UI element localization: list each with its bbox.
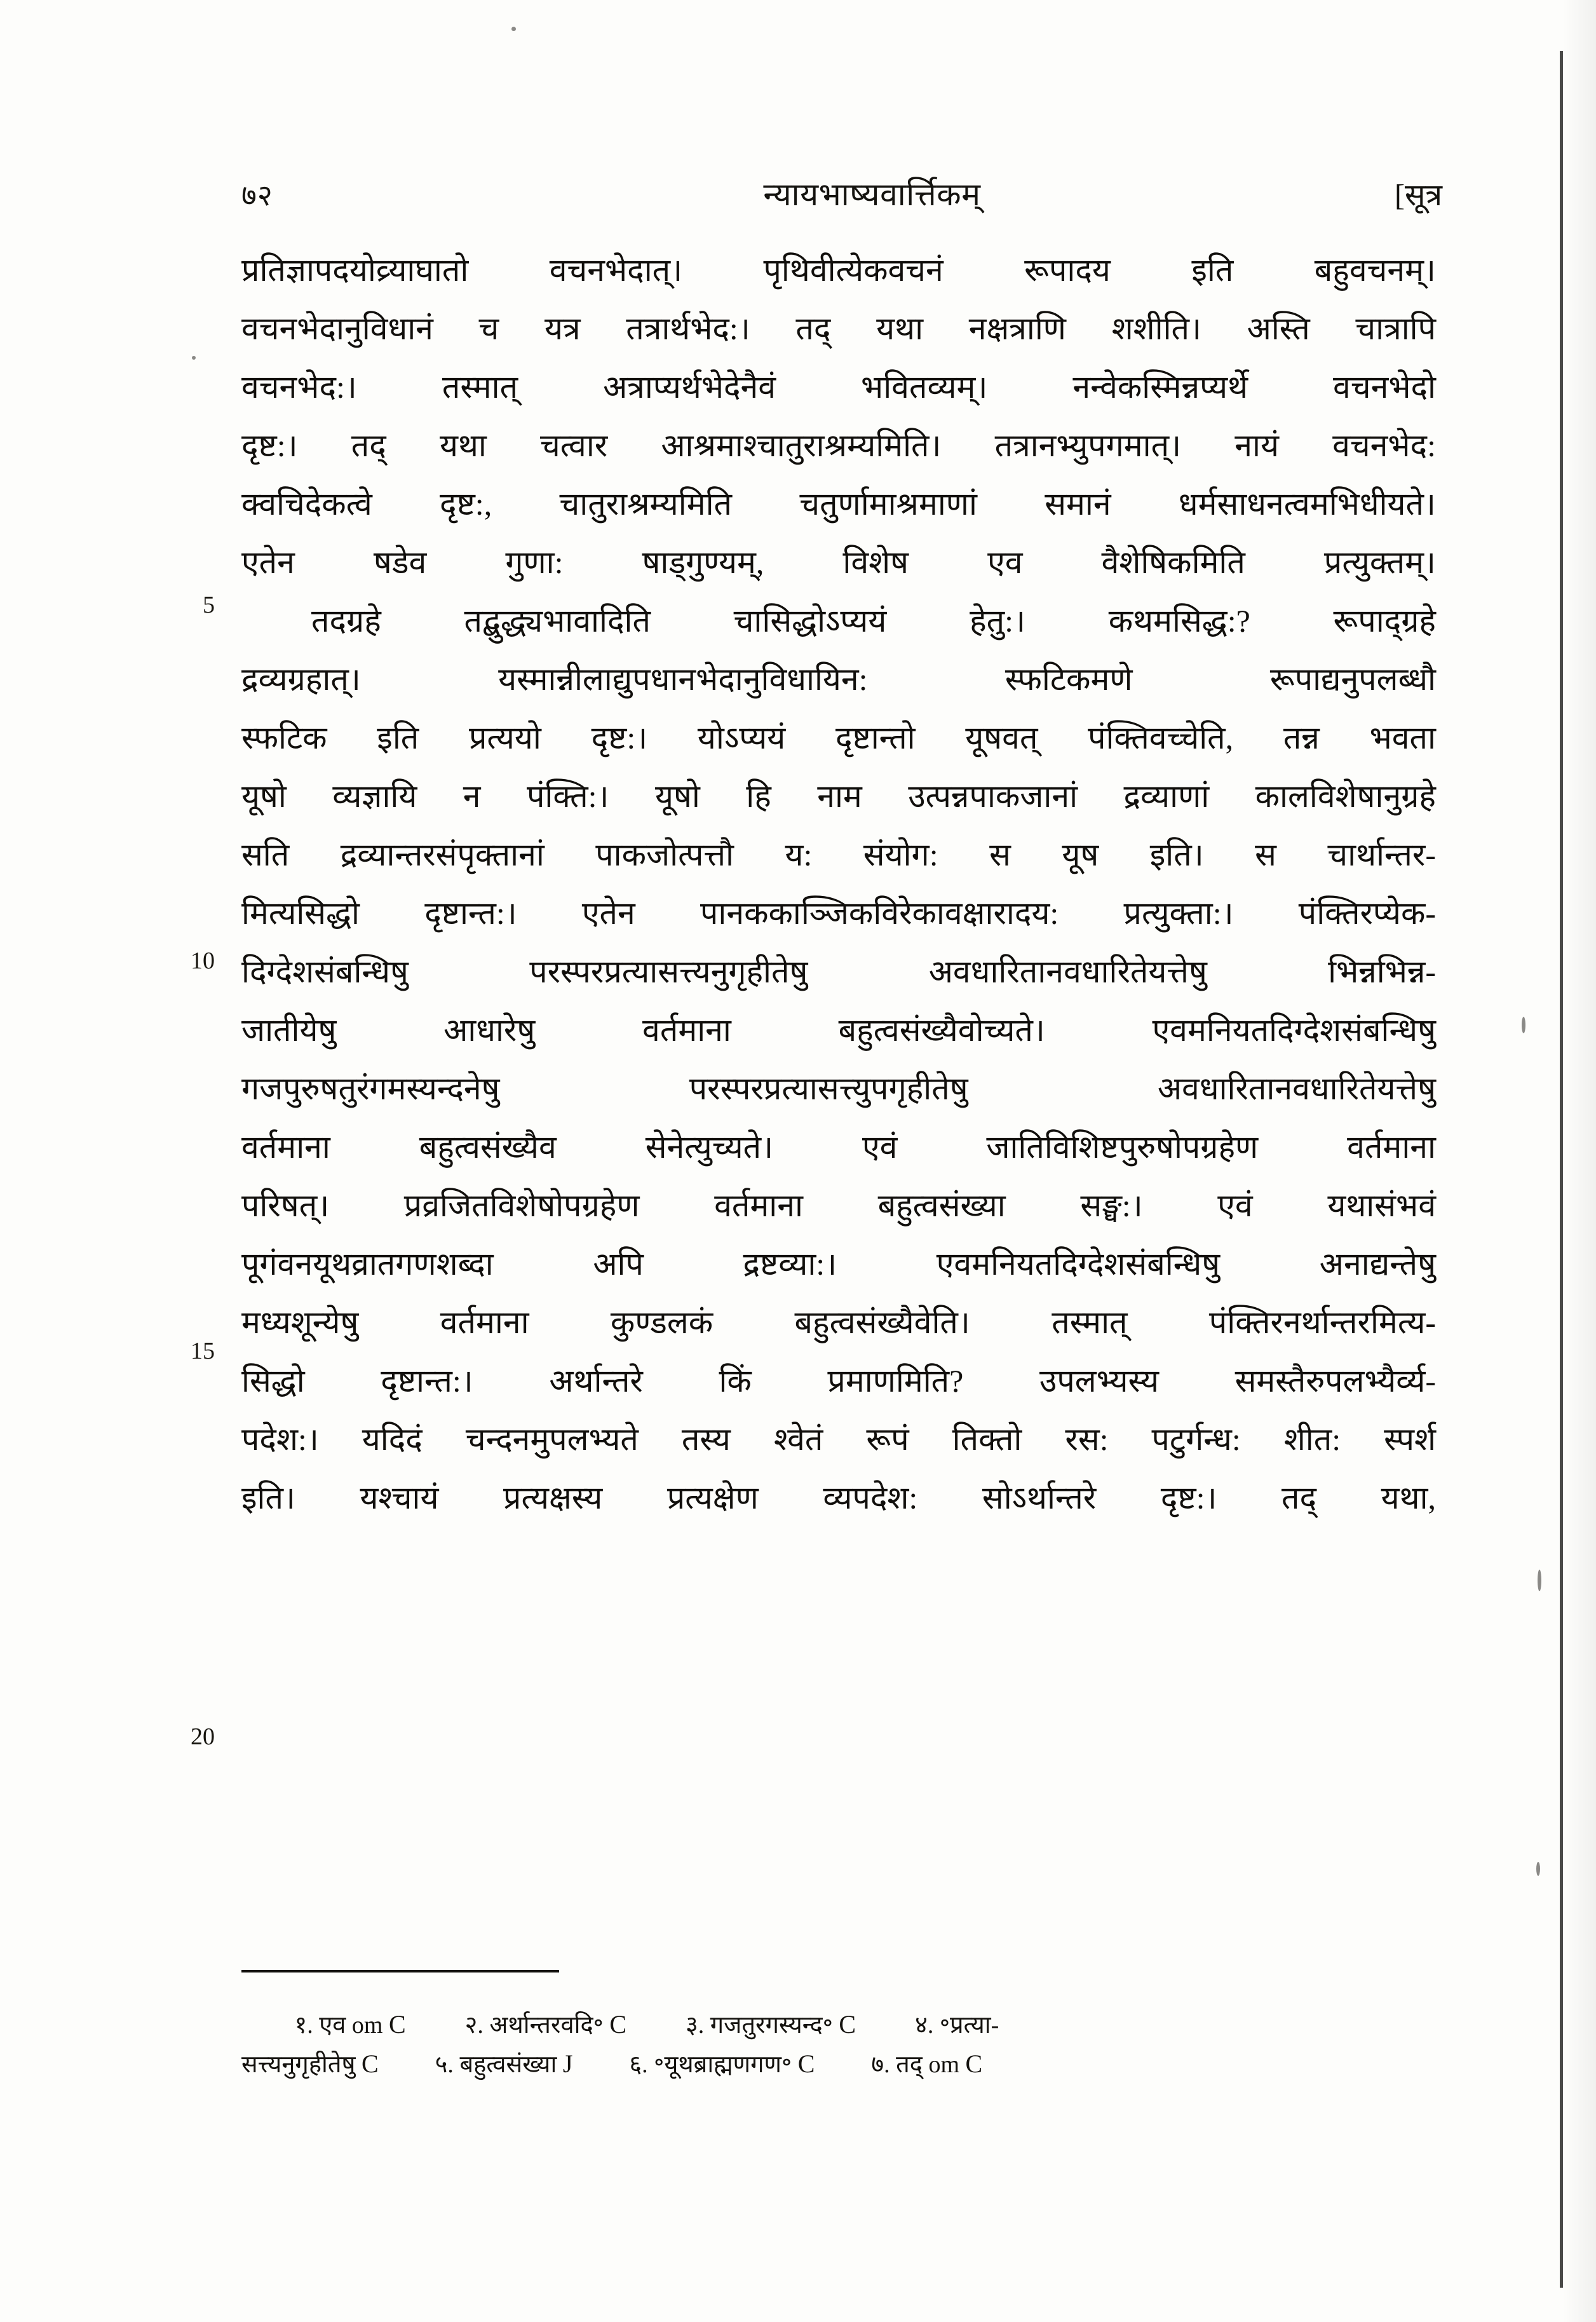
text-line: दृष्ट:। तद् यथा चत्वार आश्रमाश्चातुराश्रम्यमिति। तत्रानभ्युपगमात्। नायं वचनभेद:: [241, 428, 1436, 463]
text-line: इति। यश्चायं प्रत्यक्षस्य प्रत्यक्षेण व्यपदेश: सोऽर्थान्तरे दृष्ट:। तद् यथा,: [241, 1480, 1436, 1516]
text-line: मध्यशून्येषु वर्तमाना कुण्डलकं बहुत्वसंख्यैवेति। तस्मात् पंक्तिरनर्थान्तरमित्य-: [241, 1305, 1436, 1340]
footnote-siglum: C: [797, 2049, 815, 2078]
footnote-number: १.: [294, 2012, 313, 2039]
footnote-number: २.: [464, 2012, 484, 2039]
text-line: दिग्देशसंबन्धिषु परस्परप्रत्यासत्त्यनुगृहीतेषु अवधारितानवधारितेयत्तेषु भिन्नभिन्न-: [241, 954, 1436, 989]
text-line: वर्तमाना बहुत्वसंख्यैव सेनेत्युच्यते। एवं जातिविशिष्टपुरुषोपग्रहेण वर्तमाना: [241, 1129, 1436, 1165]
footnote-siglum: C: [839, 2010, 856, 2039]
footnote-siglum: J: [562, 2049, 573, 2078]
text-line: वचनभेद:। तस्मात् अत्राप्यर्थभेदेनैवं भवितव्यम्। नन्वेकस्मिन्नप्यर्थे वचनभेदो: [241, 369, 1436, 405]
footnote-line: [241, 2005, 1436, 2044]
text-line: पूगंवनयूथव्रातगणशब्दा अपि द्रष्टव्या:। एवमनियतदिग्देशसंबन्धिषु अनाद्यन्तेषु: [241, 1246, 1436, 1282]
folio-number: ७२: [241, 179, 273, 212]
text-line: सिद्धो दृष्टान्त:। अर्थान्तरे किं प्रमाणमिति? उपलभ्यस्य समस्तैरुपलभ्यैर्व्य-: [241, 1363, 1436, 1399]
text-line: तदग्रहे तद्बुद्ध्यभावादिति चासिद्धोऽप्ययं हेतु:। कथमसिद्ध:? रूपाद्ग्रहे: [311, 603, 1436, 639]
line-number-15: 15: [191, 1338, 215, 1364]
line-number-10: 10: [191, 947, 215, 974]
footnote-siglum: C: [361, 2049, 379, 2078]
footnote-text: एव om: [319, 2012, 383, 2039]
text-line: गजपुरुषतुरंगमस्यन्दनेषु परस्परप्रत्यासत्त्युपगृहीतेषु अवधारितानवधारितेयत्तेषु: [241, 1071, 1436, 1106]
footnote-apparatus: [241, 2005, 1436, 2084]
footnote-number: ३.: [686, 2012, 705, 2039]
footnote-siglum: C: [609, 2010, 627, 2039]
footnote-text: ॰प्रत्या-: [939, 2012, 999, 2039]
footnote-line: [241, 2044, 1436, 2084]
footnote-text: सत्त्यनुगृहीतेषु: [241, 2051, 356, 2078]
page-header: [241, 172, 1442, 215]
footnote-siglum: C: [965, 2049, 983, 2078]
footnote-siglum: C: [388, 2010, 406, 2039]
footnote-text: अर्थान्तरवदि॰: [489, 2012, 604, 2039]
footnote-number: ७.: [871, 2051, 890, 2078]
line-number-20: 20: [191, 1723, 215, 1750]
text-line: स्फटिक इति प्रत्ययो दृष्ट:। योऽप्ययं दृष्टान्तो यूषवत् पंक्तिवच्चेति, तन्न भवता: [241, 720, 1436, 756]
text-line: मित्यसिद्धो दृष्टान्त:। एतेन पानककाञ्जिकविरेकावक्षारादय: प्रत्युक्ता:। पंक्तिरप्येक-: [241, 895, 1436, 931]
footnote-text: तद् om: [896, 2051, 960, 2078]
main-text-block: [241, 254, 1436, 1540]
text-line: परिषत्। प्रव्रजितविशेषोपग्रहेण वर्तमाना बहुत्वसंख्या सङ्घ:। एवं यथासंभवं: [241, 1188, 1436, 1223]
footnote-text: गजतुरगस्यन्द॰: [710, 2012, 833, 2039]
text-line: जातीयेषु आधारेषु वर्तमाना बहुत्वसंख्यैवोच्यते। एवमनियतदिग्देशसंबन्धिषु: [241, 1012, 1436, 1048]
text-line: सति द्रव्यान्तरसंपृक्तानां पाकजोत्पत्तौ य: संयोग: स यूष इति। स चार्थान्तर-: [241, 837, 1436, 872]
footnote-text: ॰यूथब्राह्मणगण॰: [654, 2051, 792, 2078]
text-line: यूषो व्यज्ञायि न पंक्ति:। यूषो हि नाम उत्पन्नपाकजानां द्रव्याणां कालविशेषानुग्रहे: [241, 778, 1436, 814]
footnote-number: ५.: [435, 2051, 454, 2078]
footnote-number: ६.: [629, 2051, 648, 2078]
footnote-number: ४.: [915, 2012, 934, 2039]
text-line: वचनभेदानुविधानं च यत्र तत्रार्थभेद:। तद् यथा नक्षत्राणि शशीति। अस्ति चात्रापि: [241, 311, 1436, 346]
text-line: पदेश:। यदिदं चन्दनमुपलभ्यते तस्य श्वेतं रूपं तिक्तो रस: पटुर्गन्ध: शीत: स्पर्श: [241, 1422, 1436, 1457]
header-right-label: [सूत्र: [1395, 179, 1442, 212]
text-line: क्वचिदेकत्वे दृष्ट:, चातुराश्रम्यमिति चतुर्णामाश्रमाणां समानं धर्मसाधनत्वमभिधीयते।: [241, 486, 1436, 522]
text-line: द्रव्यग्रहात्। यस्मान्नीलाद्युपधानभेदानुविधायिन: स्फटिकमणे रूपाद्यनुपलब्धौ: [241, 662, 1436, 697]
text-line: प्रतिज्ञापदयोव्र्याघातो वचनभेदात्। पृथिवीत्येकवचनं रूपादय इति बहुवचनम्।: [241, 252, 1436, 288]
line-number-5: 5: [203, 592, 215, 618]
running-title: न्यायभाष्यवार्त्तिकम्: [763, 177, 981, 212]
footnote-text: बहुत्वसंख्या: [459, 2051, 557, 2078]
text-line: एतेन षडेव गुणा: षाड्गुण्यम्, विशेष एव वैशेषिकमिति प्रत्युक्तम्।: [241, 545, 1436, 580]
footnote-separator: [241, 1970, 559, 1972]
